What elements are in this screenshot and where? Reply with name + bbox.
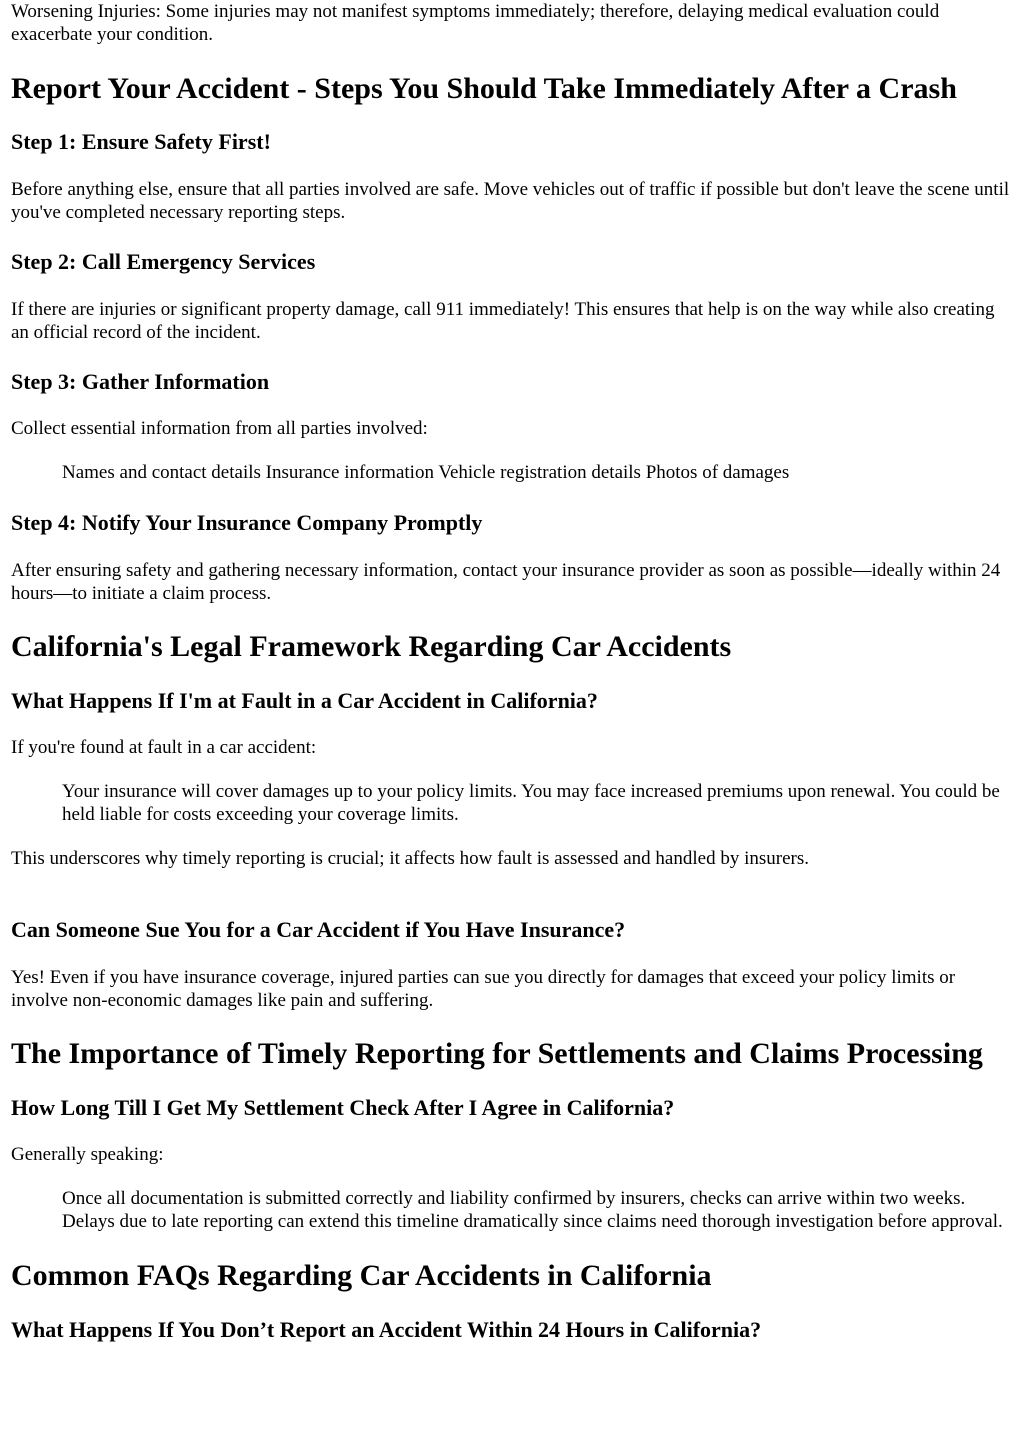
report-heading: Report Your Accident - Steps You Should Take Immediately After a Crash [11,72,957,105]
settlement-list: Once all documentation is submitted correctly and liability confirmed by insurers, checks can arrive within two weeks. Delays due to late reporting can extend this timeline dramatically since claims need thorough investigation before approval. [62,1188,1003,1232]
fault-note: This underscores why timely reporting is crucial; it affects how fault is assessed and handled by insurers. [11,848,809,869]
step2-text: If there are injuries or significant property damage, call 911 immediately! This ensures that help is on the way while also creating an official record of the incident. [11,299,995,343]
sue-text: Yes! Even if you have insurance coverage, injured parties can sue you directly for damages that exceed your policy limits or involve non-economic damages like pain and suffering. [11,967,956,1011]
fault-title: What Happens If I'm at Fault in a Car Accident in California? [11,688,598,713]
sue-title: Can Someone Sue You for a Car Accident if You Have Insurance? [11,917,626,942]
step2-title: Step 2: Call Emergency Services [11,249,316,274]
settlement-text: Generally speaking: [11,1144,164,1165]
step1-title: Step 1: Ensure Safety First! [11,129,271,154]
step4-text: After ensuring safety and gathering necessary information, contact your insurance provider as soon as possible—ideally within 24 hours—to initiate a claim process. [11,560,1001,604]
fault-list: Your insurance will cover damages up to your policy limits. You may face increased premiums upon renewal. You could be held liable for costs exceeding your coverage limits. [62,781,1000,825]
faq-q1-title: What Happens If You Don’t Report an Accident Within 24 Hours in California? [11,1317,762,1342]
faq-heading: Common FAQs Regarding Car Accidents in California [11,1259,712,1292]
settlement-title: How Long Till I Get My Settlement Check After I Agree in California? [11,1095,675,1120]
fault-text: If you're found at fault in a car accident: [11,737,317,758]
step3-text: Collect essential information from all parties involved: [11,418,428,439]
step1-text: Before anything else, ensure that all parties involved are safe. Move vehicles out of traffic if possible but don't leave the scene until you've completed necessary reporting steps. [11,179,1010,223]
step3-title: Step 3: Gather Information [11,369,270,394]
step3-list: Names and contact details Insurance information Vehicle registration details Photos of damages [62,462,790,483]
legal-heading: California's Legal Framework Regarding Car Accidents [11,630,732,663]
timely-heading: The Importance of Timely Reporting for Settlements and Claims Processing [11,1037,983,1070]
worsening-injuries-text: Worsening Injuries: Some injuries may not manifest symptoms immediately; therefore, delaying medical evaluation could exacerbate your condition. [11,1,940,45]
step4-title: Step 4: Notify Your Insurance Company Promptly [11,510,483,535]
